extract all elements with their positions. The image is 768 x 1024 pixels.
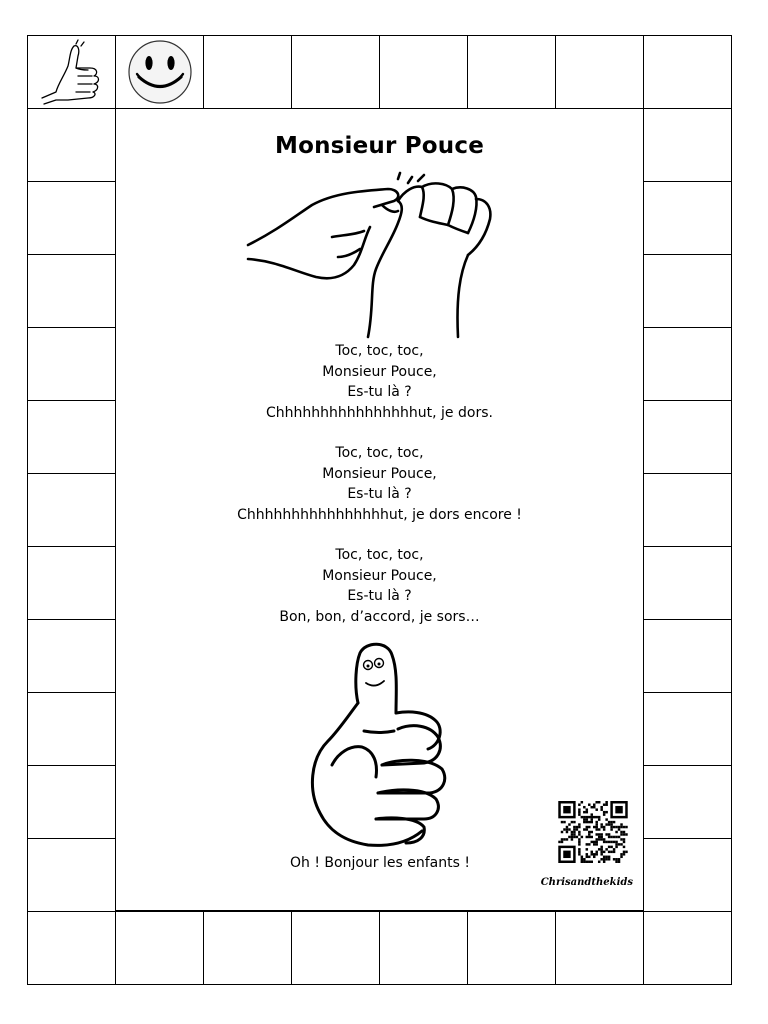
board-cell [643,327,732,401]
board-cell [27,35,116,109]
board-cell [203,35,292,109]
board-cell [643,765,732,839]
board-cell [27,619,116,693]
board-cell [27,400,116,474]
board-cell [643,254,732,328]
board-cell [643,838,732,912]
verse-line: Monsieur Pouce, [322,363,437,380]
board-cell [643,400,732,474]
board-cell [555,911,644,985]
board-cell [27,838,116,912]
board-cell [115,35,204,109]
board-cell [379,911,468,985]
board-cell [27,546,116,620]
verse-line: Monsieur Pouce, [322,465,437,482]
board-cell [27,692,116,766]
verse-line: Es-tu là ? [347,588,412,604]
verse-line: Bon, bon, d’accord, je sors… [279,608,480,625]
poem-panel [115,108,644,911]
stanza-1 [116,341,643,423]
verse-line: Es-tu là ? [347,486,412,502]
thumbs-up-hand-icon [28,36,117,110]
board-cell [643,35,732,109]
board-cell [467,911,556,985]
board-cell [643,619,732,693]
author-credit: Chrisandthekids [540,877,633,888]
verse-line: Es-tu là ? [347,384,412,400]
board-cell [27,473,116,547]
board-cell [643,692,732,766]
board-cell [27,108,116,182]
qr-code-icon [558,801,628,863]
board-cell [467,35,556,109]
stanza-2 [116,443,643,525]
board-cell [643,108,732,182]
verse-line: Monsieur Pouce, [322,567,437,584]
verse-line: Toc, toc, toc, [335,343,424,359]
knocking-hands-icon [246,177,506,337]
board-cell [291,911,380,985]
board-cell [27,254,116,328]
greeting-text: Oh ! Bonjour les enfants ! [290,855,470,871]
verse-line: Toc, toc, toc, [335,547,424,563]
board-cell [643,473,732,547]
board-cell [27,327,116,401]
board-cell [27,181,116,255]
board-cell [203,911,292,985]
board-cell [27,911,116,985]
stanza-3 [116,545,643,627]
board-cell [643,181,732,255]
verse-line: Toc, toc, toc, [335,445,424,461]
board-cell [643,546,732,620]
verse-line: Chhhhhhhhhhhhhhhhut, je dors encore ! [237,506,522,523]
board-cell [643,911,732,985]
board-cell [115,911,204,985]
smiling-thumb-icon [298,641,458,851]
board-cell [555,35,644,109]
board-cell [27,765,116,839]
smiley-face-icon [116,36,205,110]
verse-line: Chhhhhhhhhhhhhhhhut, je dors. [266,404,493,421]
board-cell [291,35,380,109]
page-title: Monsieur Pouce [274,133,485,159]
board-cell [379,35,468,109]
